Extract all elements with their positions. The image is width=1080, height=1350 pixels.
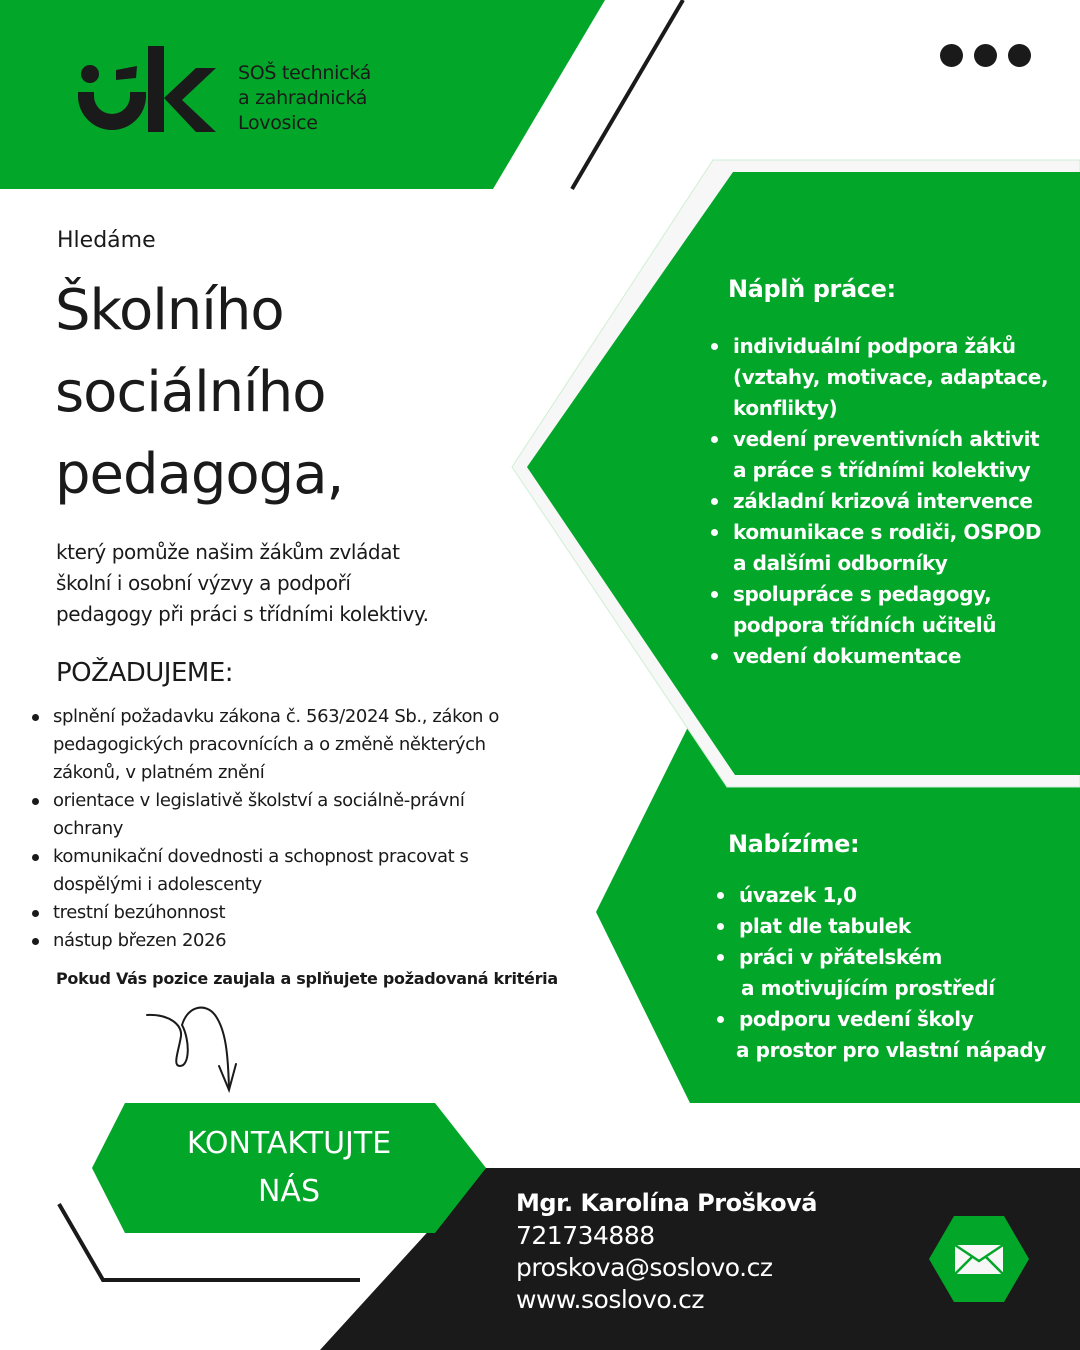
job-item [710, 424, 1080, 486]
job-description-list [710, 331, 1080, 672]
offer-item: plat dle tabulek [716, 911, 1080, 942]
school-name [238, 61, 371, 136]
school-name-line: a zahradnická [238, 87, 368, 109]
offer-item: úvazek 1,0 [716, 880, 1080, 911]
offer-item: práci v přátelském [716, 942, 1080, 973]
requirement-item: orientace v legislativě školství a sociálně-právní ochrany [30, 787, 503, 843]
title-line: Školního [55, 278, 284, 343]
job-item [710, 331, 1080, 424]
job-item-line: individuální podpora žáků [733, 334, 1016, 358]
eyebrow-text: Hledáme [57, 228, 156, 253]
uk-smile-logo-icon [78, 46, 216, 132]
envelope-icon [955, 1245, 1003, 1274]
cta-lead-text: Pokud Vás pozice zaujala a splňujete požadovaná kritéria [56, 969, 558, 988]
offer-item-continuation: a prostor pro vlastní nápady [736, 1038, 1046, 1062]
hand-drawn-arrow-icon [147, 1008, 236, 1090]
job-item-line: základní krizová intervence [733, 489, 1033, 513]
dot [974, 44, 997, 67]
decorative-slash-line [572, 0, 683, 189]
page-title [55, 270, 343, 516]
contact-block [516, 1186, 817, 1316]
requirement-item: komunikační dovednosti a schopnost pracovat s dospělými i adolescenty [30, 843, 513, 899]
contact-phone[interactable]: 721734888 [516, 1221, 655, 1250]
offer-item-continuation: a motivujícím prostředí [741, 976, 995, 1000]
cta-label-line: NÁS [257, 1174, 320, 1209]
contact-website[interactable]: www.soslovo.cz [516, 1285, 705, 1314]
intro-line: školní i osobní výzvy a podpoří [56, 571, 351, 595]
requirements-list [30, 703, 550, 955]
intro-text [56, 537, 496, 630]
contact-name: Mgr. Karolína Prošková [516, 1189, 817, 1217]
school-name-line: SOŠ technická [238, 62, 371, 84]
intro-line: pedagogy při práci s třídními kolektivy. [56, 602, 429, 626]
dot [940, 44, 963, 67]
cta-label-line: KONTAKTUJTE [186, 1126, 392, 1161]
offer-list [716, 880, 1080, 1066]
contact-email[interactable]: proskova@soslovo.cz [516, 1253, 773, 1282]
more-dots-icon [940, 44, 1031, 67]
requirement-item: trestní bezúhonnost [30, 899, 550, 927]
job-item-line: konflikty) [733, 396, 838, 420]
offer-heading: Nabízíme: [728, 830, 860, 858]
offer-item: podporu vedení školy [716, 1004, 1080, 1035]
job-item-line: spolupráce s pedagogy, [733, 582, 992, 606]
job-item-line: (vztahy, motivace, adaptace, [733, 365, 1049, 389]
job-item-line: komunikace s rodiči, OSPOD [733, 520, 1042, 544]
requirements-heading: POŽADUJEME: [56, 658, 234, 688]
job-item [710, 486, 1080, 517]
title-line: sociálního [55, 360, 326, 425]
job-description-heading: Náplň práce: [728, 275, 896, 303]
email-button[interactable] [929, 1216, 1029, 1302]
job-item-line: vedení dokumentace [733, 644, 962, 668]
job-item-line: a dalšími odborníky [733, 551, 948, 575]
title-line: pedagoga, [55, 442, 344, 507]
job-item-line: vedení preventivních aktivit [733, 427, 1040, 451]
job-item [710, 641, 1080, 672]
intro-line: který pomůže našim žákům zvládat [56, 540, 400, 564]
requirement-item: nástup březen 2026 [30, 927, 550, 955]
dot [1008, 44, 1031, 67]
job-item-line: podpora třídních učitelů [733, 613, 997, 637]
requirement-item: splnění požadavku zákona č. 563/2024 Sb., zákon o pedagogických pracovnících a o změně některých zákonů, v platném znění [30, 703, 533, 787]
contact-us-button[interactable] [92, 1103, 486, 1233]
school-name-line: Lovosice [238, 112, 318, 134]
job-item-line: a práce s třídními kolektivy [733, 458, 1031, 482]
job-item [710, 517, 1080, 579]
job-item [710, 579, 1080, 641]
